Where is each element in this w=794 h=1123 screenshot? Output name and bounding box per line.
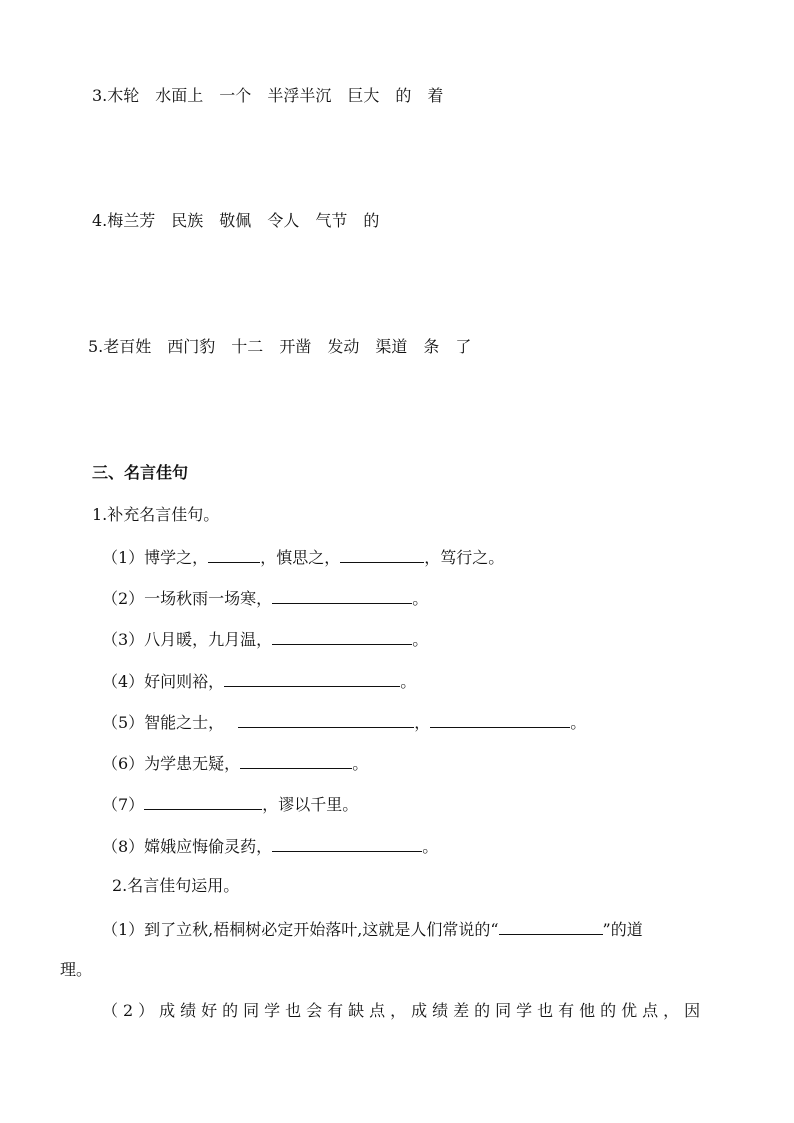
fill-item-1 [102, 546, 504, 568]
fill-item-5 [102, 711, 586, 733]
fill-item-3 [102, 628, 428, 650]
fill-item-4 [102, 670, 416, 692]
answer-blank[interactable] [208, 546, 260, 563]
item-text: （1）到了立秋,梧桐树必定开始落叶,这就是人们常说的“ [102, 920, 499, 939]
item-number: 4. [92, 211, 108, 230]
item-text: 。 [412, 589, 429, 608]
word: 水面上 [155, 86, 204, 105]
item-text: 。 [352, 754, 369, 773]
word: 半浮半沉 [267, 86, 332, 105]
item-text: ”的道 [602, 920, 643, 939]
word: 十二 [231, 337, 264, 356]
word: 巨大 [347, 86, 380, 105]
item-number: 3. [92, 86, 108, 105]
item-number: 5. [88, 337, 104, 356]
word: 一个 [219, 86, 252, 105]
fill-item-8 [102, 835, 438, 857]
word: 气节 [315, 211, 348, 230]
word: 老百姓 [103, 337, 152, 356]
usage-item-1-cont: 理。 [60, 960, 93, 979]
item-text: （5）智能之士， [102, 713, 225, 732]
answer-blank[interactable] [240, 752, 352, 769]
word: 的 [395, 86, 412, 105]
item-text: （7） [102, 795, 145, 814]
answer-blank[interactable] [144, 793, 262, 810]
item-text: ，谬以千里。 [262, 795, 359, 814]
item-text: （6）为学患无疑， [102, 754, 241, 773]
word: 条 [423, 337, 440, 356]
word: 开凿 [279, 337, 312, 356]
word: 梅兰芳 [107, 211, 156, 230]
answer-blank[interactable] [272, 587, 412, 604]
word: 着 [427, 86, 444, 105]
item-text: 。 [570, 713, 587, 732]
word: 西门豹 [167, 337, 216, 356]
word: 的 [363, 211, 380, 230]
fill-item-2 [102, 587, 428, 609]
item-text: （4）好问则裕， [102, 672, 225, 691]
item-text: ，笃行之。 [424, 548, 505, 567]
item-text: （8）嫦娥应悔偷灵药， [102, 837, 273, 856]
answer-blank[interactable] [224, 670, 400, 687]
word: 木轮 [107, 86, 140, 105]
item-text: 。 [422, 837, 439, 856]
word: 渠道 [375, 337, 408, 356]
reorder-line-3 [92, 86, 443, 106]
section-title: 三、名言佳句 [92, 463, 189, 482]
usage-item-2: （2）成绩好的同学也会有缺点，成绩差的同学也有他的优点，因 [102, 1001, 706, 1020]
question-2-label: 2.名言佳句运用。 [112, 876, 240, 895]
answer-blank[interactable] [272, 628, 412, 645]
item-text: （3）八月暖，九月温， [102, 630, 273, 649]
question-1-label: 1.补充名言佳句。 [92, 505, 220, 524]
answer-blank[interactable] [238, 711, 414, 728]
item-text: 。 [400, 672, 417, 691]
item-text: ， [414, 713, 431, 732]
word: 令人 [267, 211, 300, 230]
answer-blank[interactable] [430, 711, 570, 728]
word: 民族 [171, 211, 204, 230]
fill-item-6 [102, 752, 368, 774]
answer-blank[interactable] [272, 835, 422, 852]
reorder-line-5 [88, 337, 471, 357]
reorder-line-4 [92, 211, 379, 231]
word: 敬佩 [219, 211, 252, 230]
answer-blank[interactable] [340, 546, 424, 563]
word: 了 [455, 337, 472, 356]
item-text: 。 [412, 630, 429, 649]
item-text: ，慎思之， [260, 548, 341, 567]
item-text: （1）博学之， [102, 548, 209, 567]
usage-item-1 [102, 918, 643, 940]
answer-blank[interactable] [499, 918, 603, 935]
word: 发动 [327, 337, 360, 356]
item-text: （2）一场秋雨一场寒， [102, 589, 273, 608]
fill-item-7 [102, 793, 358, 815]
